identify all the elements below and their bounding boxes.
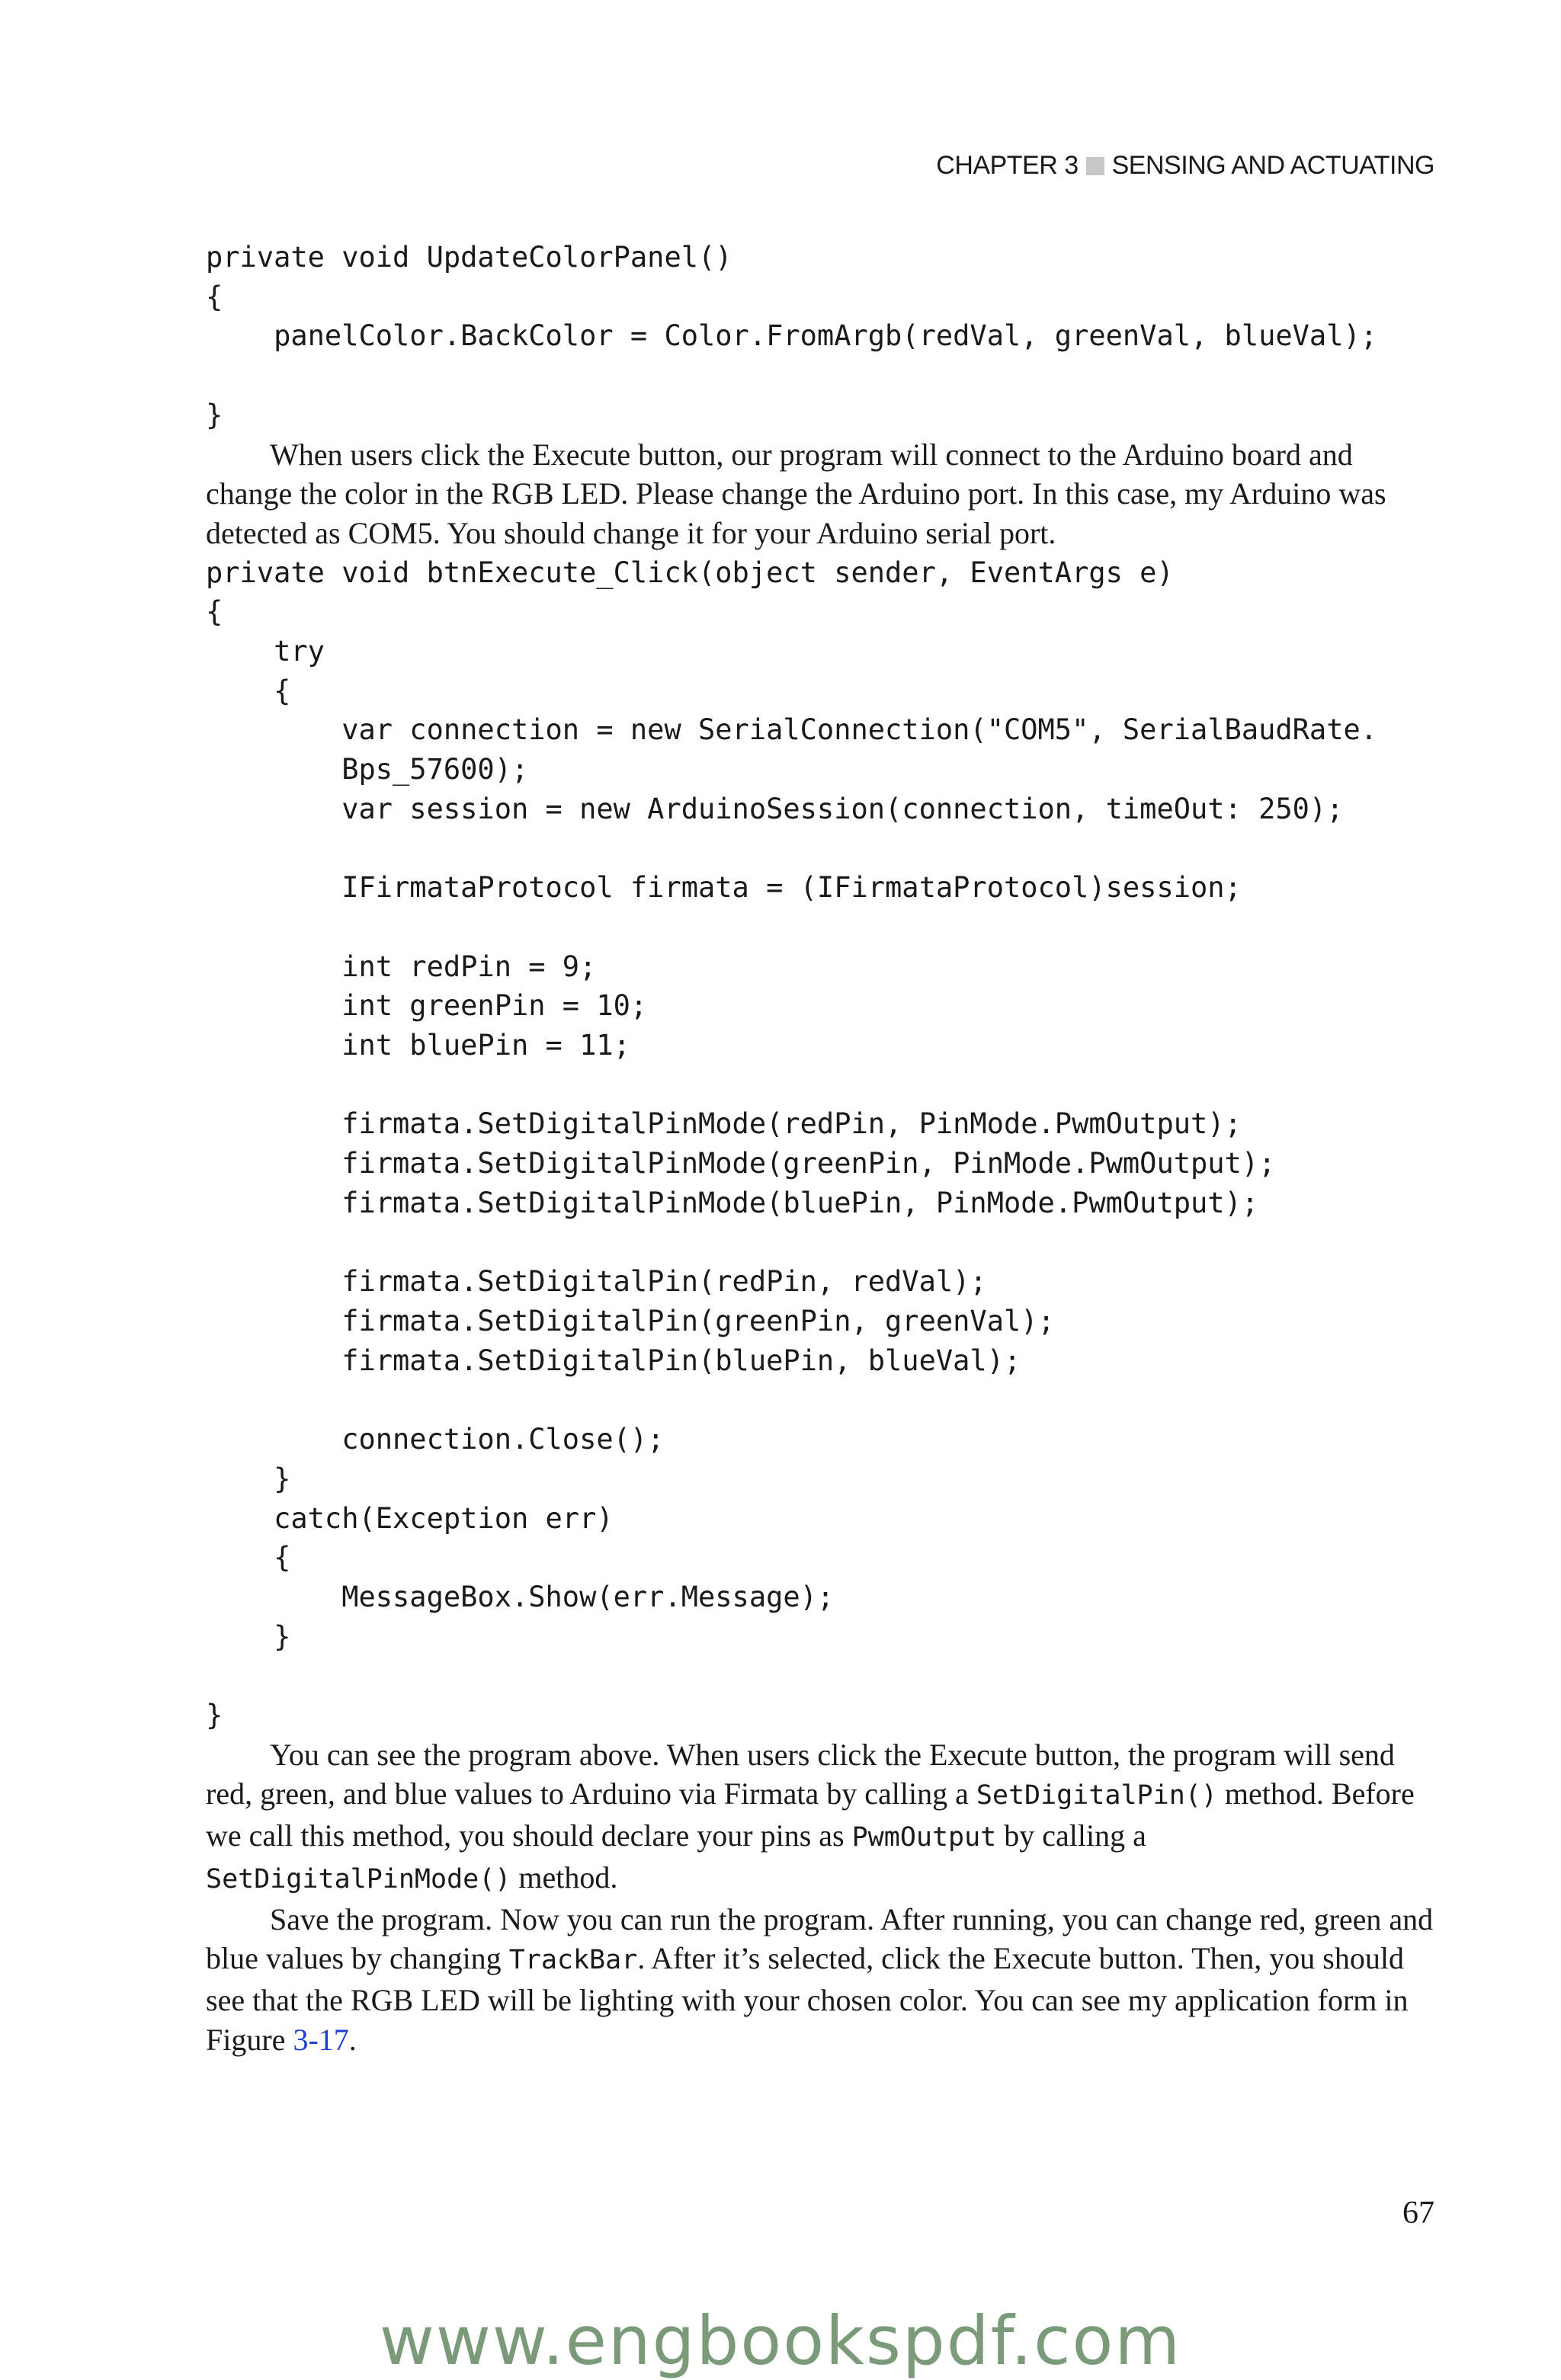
text-run: method. bbox=[511, 1859, 618, 1895]
inline-code: PwmOutput bbox=[851, 1822, 997, 1853]
paragraph-program-explanation bbox=[206, 1735, 1434, 1900]
text-run: . After it’s selected, click the Execute button. Then, you should see that the RGB LED will be lighting with your chosen color. You can see my application form in Figure bbox=[206, 1941, 1409, 2057]
paragraph-save-and-run bbox=[206, 1900, 1434, 2060]
paragraph-execute-intro: When users click the Execute button, our program will connect to the Arduino board and change the color in the RGB LED. Please change the Arduino port. In this case, my Arduino was detected as COM5. You should change it for your Arduino serial port. bbox=[206, 437, 1386, 550]
watermark: www.engbookspdf.com bbox=[379, 2302, 1182, 2380]
text-run: Save the program. Now you can run the program. After running, you can change red, green and blue values by changing bbox=[206, 1901, 1434, 1976]
header-separator-square bbox=[1086, 157, 1104, 175]
inline-code: TrackBar bbox=[508, 1945, 638, 1976]
inline-code: SetDigitalPin() bbox=[976, 1780, 1217, 1811]
text-run: . bbox=[348, 2022, 357, 2057]
chapter-label: CHAPTER 3 bbox=[936, 151, 1079, 180]
running-header bbox=[936, 151, 1434, 181]
code-block-btn-execute-click: private void btnExecute_Click(object sender, EventArgs e) { try { var connection = new SerialConnection("COM5", SerialBaudRate. Bps_57600); var session = new ArduinoSession(connection, timeOut: 250); IFirmataProtocol firmata = (IFirmataProtocol)session; int redPin = 9; int greenPin = 10; int bluePin = 11; firmata.SetDigitalPinMode(redPin, PinMode.PwmOutput); firmata.SetDigitalPinMode(greenPin, PinMode.PwmOutput); firmata.SetDigitalPinMode(bluePin, PinMode.PwmOutput); firmata.SetDigitalPin(redPin, redVal); firmata.SetDigitalPin(greenPin, greenVal); firmata.SetDigitalPin(bluePin, blueVal); connection.Close(); } catch(Exception err) { MessageBox.Show(err.Message); } } bbox=[206, 556, 1378, 1732]
text-run: method. Before we call this method, you should declare your pins as bbox=[206, 1776, 1415, 1853]
page-number: 67 bbox=[1402, 2196, 1434, 2231]
text-run: by calling a bbox=[996, 1818, 1146, 1853]
code-block-update-color-panel: private void UpdateColorPanel() { panelColor.BackColor = Color.FromArgb(redVal, greenVal, blueVal); } bbox=[206, 241, 1378, 431]
text-run: You can see the program above. When users click the Execute button, the program will send red, green, and blue values to Arduino via Firmata by calling a bbox=[206, 1737, 1395, 1811]
figure-reference-link[interactable]: 3-17 bbox=[293, 2022, 349, 2057]
section-title: SENSING AND ACTUATING bbox=[1111, 151, 1434, 180]
page-content bbox=[206, 238, 1434, 2059]
inline-code: SetDigitalPinMode() bbox=[206, 1863, 511, 1895]
